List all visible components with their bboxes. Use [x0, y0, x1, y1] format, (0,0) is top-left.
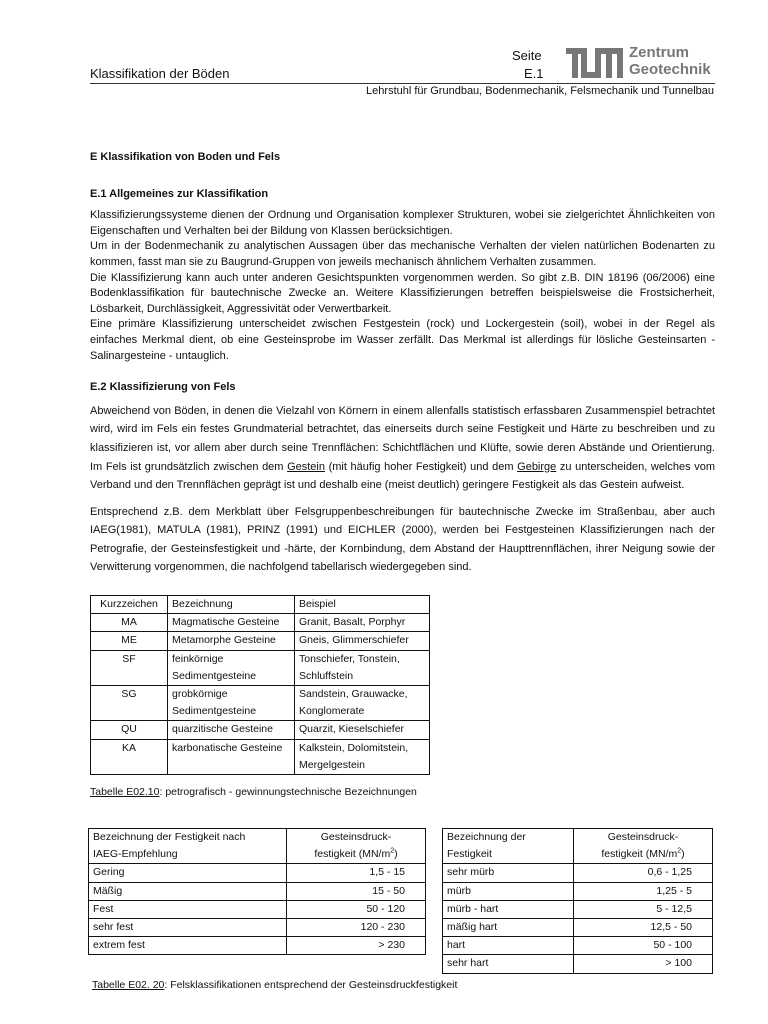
- table-cell: 120 - 230: [287, 919, 426, 937]
- column-header: Beispiel: [295, 596, 430, 614]
- table-cell: sehr mürb: [443, 864, 574, 882]
- table-header-row: [89, 829, 426, 864]
- table-cell: ME: [91, 632, 168, 650]
- table-cell: mäßig hart: [443, 919, 574, 937]
- logo-line-1: Zentrum: [629, 44, 689, 61]
- table-cell: 15 - 50: [287, 882, 426, 900]
- table-header-row: [443, 829, 713, 864]
- table-row: [91, 614, 430, 632]
- table-row: [91, 650, 430, 685]
- table-cell: extrem fest: [89, 937, 287, 955]
- table-cell: Gering: [89, 864, 287, 882]
- table-cell: Tonschiefer, Tonstein, Schluffstein: [295, 650, 430, 685]
- table-cell: 12,5 - 50: [574, 919, 713, 937]
- term-gestein: Gestein: [287, 460, 325, 473]
- petrography-table: [90, 595, 430, 775]
- caption-ref: Tabelle E02. 20: [92, 979, 165, 991]
- table-row: [443, 882, 713, 900]
- table-cell: 5 - 12,5: [574, 900, 713, 918]
- column-header: Gesteinsdruck- festigkeit $(MN/m^2)$: [287, 829, 426, 864]
- table-cell: sehr hart: [443, 955, 574, 973]
- table-cell: 0,6 - 1,25: [574, 864, 713, 882]
- table-cell: mürb - hart: [443, 900, 574, 918]
- term-gebirge: Gebirge: [517, 460, 557, 473]
- logo-line-2: Geotechnik: [629, 61, 711, 78]
- table-row: [89, 864, 426, 882]
- table-cell: Fest: [89, 900, 287, 918]
- table-row: [89, 919, 426, 937]
- table-cell: grobkörnige Sedimentgesteine: [168, 686, 295, 721]
- table-row: [443, 919, 713, 937]
- header-divider: [90, 83, 715, 84]
- table-caption: Tabelle E02. 20: Felsklassifikationen entsprechend der Gesteinsdruckfestigkeit: [92, 979, 458, 991]
- table-cell: quarzitische Gesteine: [168, 721, 295, 739]
- table-row: [89, 937, 426, 955]
- table-cell: SG: [91, 686, 168, 721]
- table-row: [443, 900, 713, 918]
- hardness-table: [442, 828, 713, 974]
- logo-text: [629, 44, 711, 78]
- document-title: Klassifikation der Böden: [90, 66, 230, 81]
- table-cell: karbonatische Gesteine: [168, 739, 295, 774]
- paragraph: Klassifizierungssysteme dienen der Ordnung und Organisation komplexer Strukturen, wobei sie zielgerichtet Ähnlichkeiten von Eigenschaften und Verhalten bei der Bildung von Klassen berücksichtigen.: [90, 209, 715, 237]
- table-cell: 50 - 100: [574, 937, 713, 955]
- table-cell: mürb: [443, 882, 574, 900]
- column-header: Gesteinsdruck- festigkeit $(MN/m^2)$: [574, 829, 713, 864]
- table-cell: Granit, Basalt, Porphyr: [295, 614, 430, 632]
- table-row: [443, 937, 713, 955]
- iaeg-strength-table: [88, 828, 426, 955]
- table-row: [91, 739, 430, 774]
- column-header: Bezeichnung der Festigkeit: [443, 829, 574, 864]
- table-cell: sehr fest: [89, 919, 287, 937]
- table-cell: QU: [91, 721, 168, 739]
- table-caption: Tabelle E02.10: petrografisch - gewinnungstechnische Bezeichnungen: [90, 786, 417, 798]
- table-row: [443, 955, 713, 973]
- column-header: Bezeichnung: [168, 596, 295, 614]
- table-row: [91, 721, 430, 739]
- table-cell: 1,25 - 5: [574, 882, 713, 900]
- paragraph: Eine primäre Klassifizierung unterscheidet zwischen Festgestein (rock) und Lockergestein (soil), wobei in der Regel als einfaches Merkmal dient, ob eine Gesteinsprobe im Wasser zerfällt. Das Merkmal ist allerdings für lösliche Gesteinsarten - Salinargesteine - untauglich.: [90, 318, 715, 362]
- table-cell: Sandstein, Grauwacke, Konglomerate: [295, 686, 430, 721]
- column-header: Bezeichnung der Festigkeit nach IAEG-Empfehlung: [89, 829, 287, 864]
- table-cell: Quarzit, Kieselschiefer: [295, 721, 430, 739]
- table-cell: > 230: [287, 937, 426, 955]
- page-label: Seite: [512, 48, 542, 63]
- column-header: Kurzzeichen: [91, 596, 168, 614]
- table-cell: Magmatische Gesteine: [168, 614, 295, 632]
- table-cell: Mäßig: [89, 882, 287, 900]
- paragraph: Abweichend von Böden, in denen die Vielzahl von Körnern in einem allenfalls statistisch erfassbaren Zusammenspiel betrachtet wird, wird im Fels ein festes Grundmaterial betrachtet, das einerseits durch seine Festigkeit und Härte zu beschreiben und zu klassifizieren ist, vor allem aber durch seine Trennflächen: Schichtflächen und Klüfte, sowie deren Abstände und Orientierung. Im Fels ist grundsätzlich zwischen dem Gestein (mit häufig hoher Festigkeit) und dem Gebirge zu unterscheiden, welches vom Verband und den Trennflächen geprägt ist und deshalb eine (meist deutlich) geringere Festigkeit als das Gestein aufweist.: [90, 404, 715, 492]
- table-row: [91, 686, 430, 721]
- table-cell: MA: [91, 614, 168, 632]
- table-row: [89, 900, 426, 918]
- table-cell: hart: [443, 937, 574, 955]
- section-heading-e1: E.1 Allgemeines zur Klassifikation: [90, 187, 269, 200]
- table-cell: 1,5 - 15: [287, 864, 426, 882]
- section-heading-e2: E.2 Klassifizierung von Fels: [90, 381, 236, 394]
- table-row: [91, 632, 430, 650]
- section-heading-e: E Klassifikation von Boden und Fels: [90, 151, 281, 163]
- table-cell: Kalkstein, Dolomitstein, Mergelgestein: [295, 739, 430, 774]
- chair-name: Lehrstuhl für Grundbau, Bodenmechanik, Felsmechanik und Tunnelbau: [366, 85, 714, 97]
- table-cell: Metamorphe Gesteine: [168, 632, 295, 650]
- paragraph: Entsprechend z.B. dem Merkblatt über Felsgruppenbeschreibungen für bautechnische Zwecke im Straßenbau, aber auch IAEG(1981), MATULA (1981), PRINZ (1991) und EICHLER (2000), werden bei Festgesteinen Klassifizierungen nach der Petrografie, der Gesteinsfestigkeit und -härte, der Kornbindung, dem Abstand der Haupttrennflächen, ihrer Neigung sowie der Verwitterung vorgenommen, die nachfolgend tabellarisch wiedergegeben sind.: [90, 505, 715, 574]
- document-body: [90, 150, 715, 577]
- page-number: E.1: [524, 66, 544, 81]
- table-cell: feinkörnige Sedimentgesteine: [168, 650, 295, 685]
- table-cell: SF: [91, 650, 168, 685]
- table-cell: > 100: [574, 955, 713, 973]
- table-cell: KA: [91, 739, 168, 774]
- table-cell: Gneis, Glimmerschiefer: [295, 632, 430, 650]
- paragraph: Um in der Bodenmechanik zu analytischen Aussagen über das mechanische Verhalten der vielen natürlichen Bodenarten zu kommen, fasst man sie zu Baugrund-Gruppen von jeweils mechanisch ähnlichem Verhalten zusammen.: [90, 240, 715, 268]
- table-row: [443, 864, 713, 882]
- caption-ref: Tabelle E02.10: [90, 786, 160, 798]
- table-cell: 50 - 120: [287, 900, 426, 918]
- paragraph: Die Klassifizierung kann auch unter anderen Gesichtspunkten vorgenommen werden. So gibt z.B. DIN 18196 (06/2006) eine Bodenklassifikation für bautechnische Zwecke an. Weitere Klassifizierungen betreffen beispielsweise die Frostsicherheit, Lösbarkeit, Durchlässigkeit, Aggressivität oder Verwertbarkeit.: [90, 271, 715, 315]
- table-header-row: [91, 596, 430, 614]
- table-row: [89, 882, 426, 900]
